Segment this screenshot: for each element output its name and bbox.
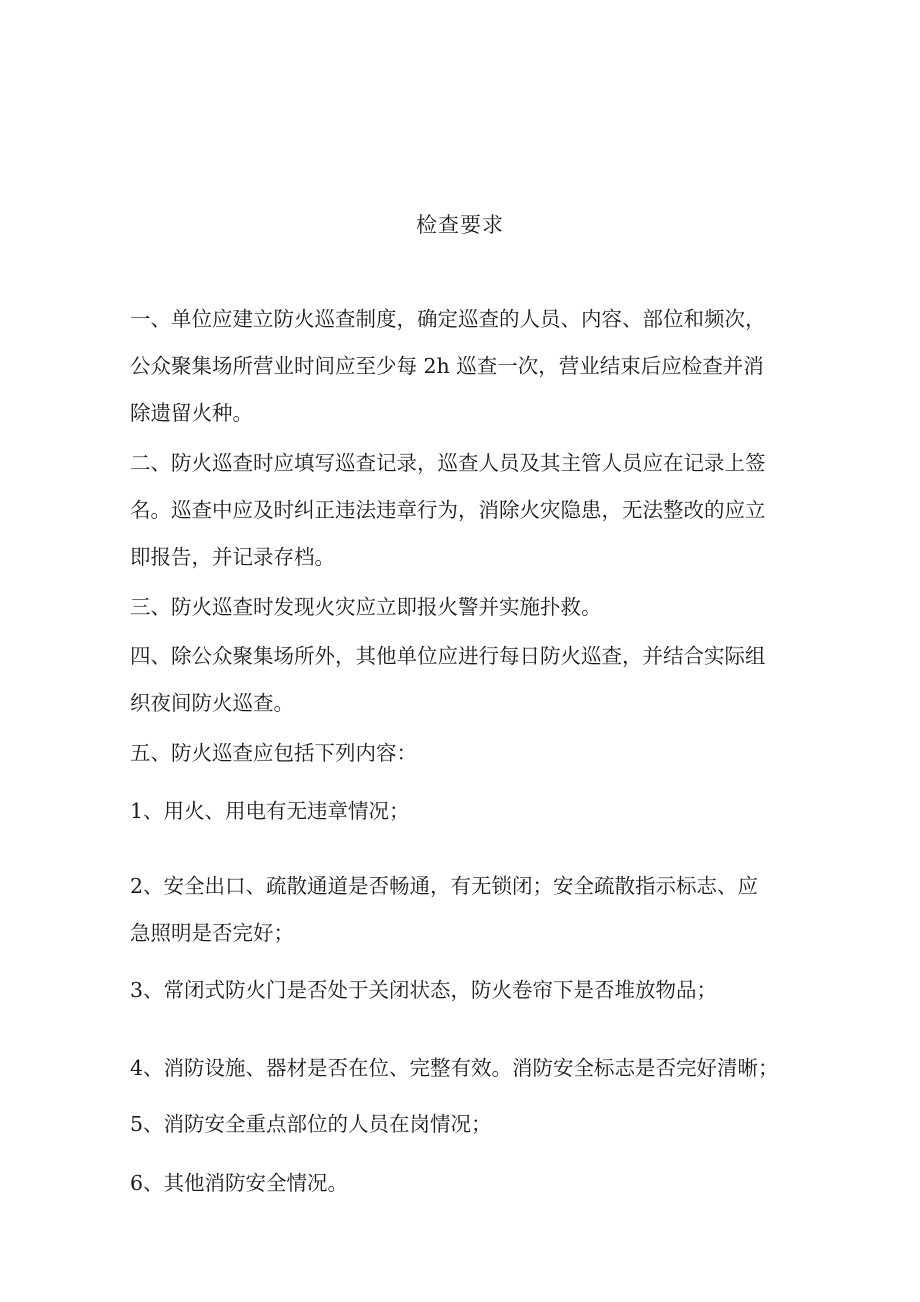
list-item-3 xyxy=(130,967,810,1014)
paragraph-2 xyxy=(130,440,800,581)
document-title: 检查要求 xyxy=(416,213,504,237)
paragraph-line: 四、除公众聚集场所外，其他单位应进行每日防火巡查，并结合实际组 xyxy=(130,644,766,668)
list-item-5 xyxy=(130,1101,810,1148)
list-item-line: 1、用火、用电有无违章情况； xyxy=(130,799,410,823)
list-item-line: 急照明是否完好； xyxy=(130,921,294,945)
list-item-1 xyxy=(130,788,810,835)
list-item-line: 2、安全出口、疏散通道是否畅通，有无锁闭；安全疏散指示标志、应 xyxy=(130,874,759,898)
paragraph-line: 一、单位应建立防火巡查制度，确定巡查的人员、内容、部位和频次， xyxy=(130,307,766,331)
list-item-6 xyxy=(130,1160,810,1207)
paragraph-line: 名。巡查中应及时纠正违法违章行为，消除火灾隐患，无法整改的应立 xyxy=(130,498,766,522)
paragraph-line: 公众聚集场所营业时间应至少每 2h 巡查一次，营业结束后应检查并消 xyxy=(130,354,764,378)
paragraph-5 xyxy=(130,730,800,777)
paragraph-3 xyxy=(130,584,800,631)
list-item-2 xyxy=(130,863,810,957)
paragraph-line: 二、防火巡查时应填写巡查记录，巡查人员及其主管人员应在记录上签 xyxy=(130,451,766,475)
paragraph-line: 三、防火巡查时发现火灾应立即报火警并实施扑救。 xyxy=(130,595,602,619)
list-item-line: 3、常闭式防火门是否处于关闭状态，防火卷帘下是否堆放物品； xyxy=(130,978,718,1002)
paragraph-line: 除遗留火种。 xyxy=(130,401,253,425)
list-item-line: 4、消防设施、器材是否在位、完整有效。消防安全标志是否完好清晰； xyxy=(130,1056,779,1080)
paragraph-line: 织夜间防火巡查。 xyxy=(130,691,294,715)
list-item-line: 6、其他消防安全情况。 xyxy=(130,1171,349,1195)
paragraph-line: 五、防火巡查应包括下列内容： xyxy=(130,741,417,765)
paragraph-line: 即报告，并记录存档。 xyxy=(130,545,335,569)
paragraph-4 xyxy=(130,633,800,727)
list-item-line: 5、消防安全重点部位的人员在岗情况； xyxy=(130,1112,492,1136)
paragraph-1 xyxy=(130,296,800,437)
list-item-4 xyxy=(130,1045,810,1092)
